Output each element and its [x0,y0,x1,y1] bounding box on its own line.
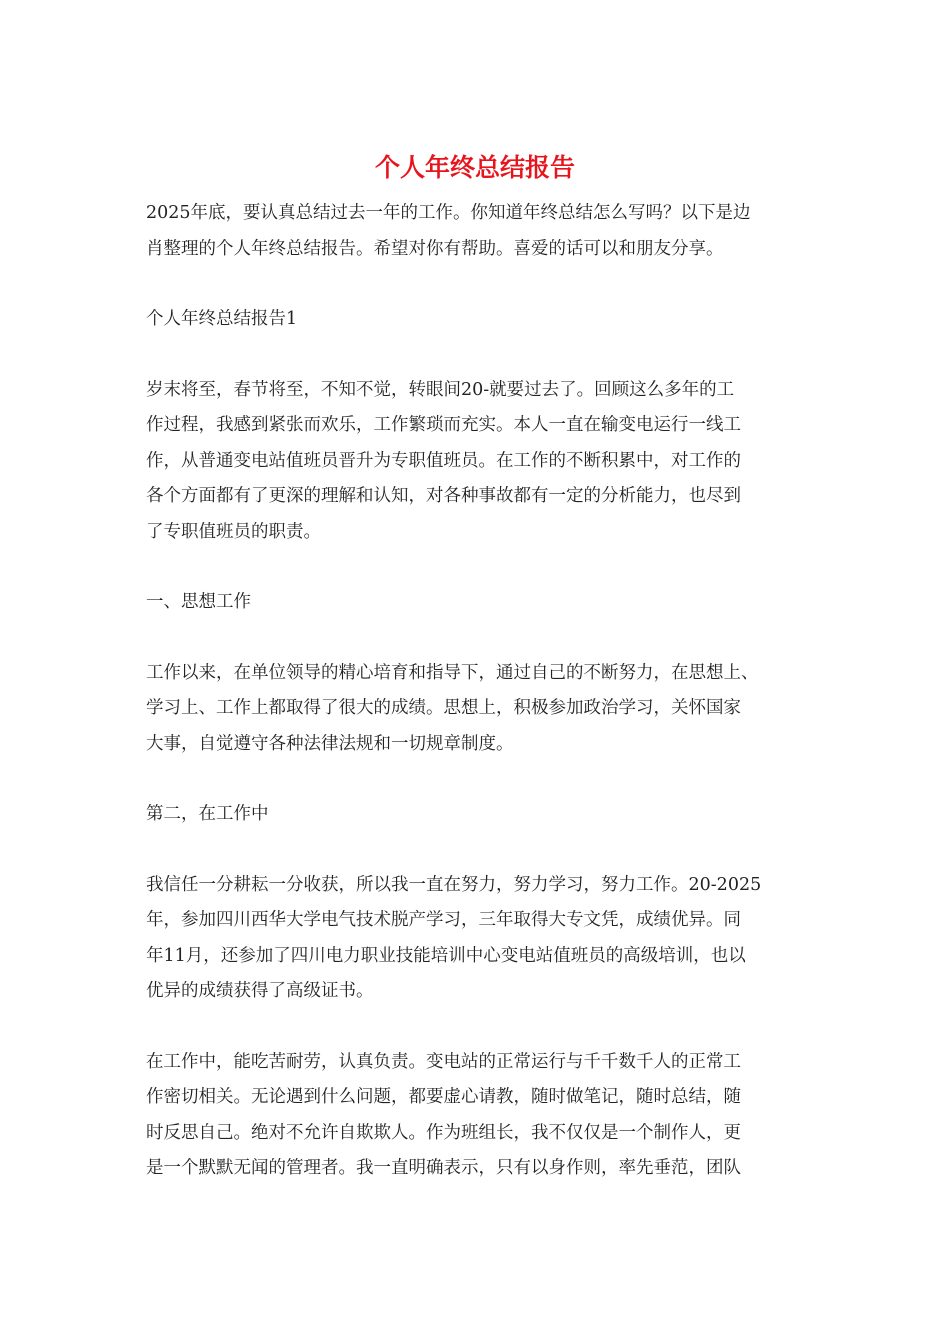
text-line: 大事，自觉遵守各种法律法规和一切规章制度。 [146,733,514,754]
text-line: 2025年底，要认真总结过去一年的工作。你知道年终总结怎么写吗？以下是边 [146,203,751,223]
paragraph-3 [146,868,812,1010]
paragraph-4 [146,1045,812,1187]
text-line: 工作以来，在单位领导的精心培育和指导下，通过自己的不断努力，在思想上、 [146,662,759,683]
section-title: 个人年终总结报告1 [146,309,298,329]
text-line: 作过程，我感到紧张而欢乐，工作繁琐而充实。本人一直在输变电运行一线工 [146,415,741,435]
heading-in-work: 第二，在工作中 [146,804,269,824]
text-line: 时反思自己。绝对不允许自欺欺人。作为班组长，我不仅仅是一个制作人，更 [146,1122,741,1143]
text-line: 优异的成绩获得了高级证书。 [146,981,374,1001]
text-line: 肖整理的个人年终总结报告。希望对你有帮助。喜爱的话可以和朋友分享。 [146,238,724,259]
heading-thought-work: 一、思想工作 [146,592,251,612]
text-line: 作密切相关。无论遇到什么问题，都要虚心请教，随时做笔记，随时总结，随 [146,1087,741,1107]
paragraph-2 [146,656,812,763]
text-line: 年11月，还参加了四川电力职业技能培训中心变电站值班员的高级培训，也以 [146,945,746,966]
document-body [146,196,812,1222]
text-line: 岁末将至，春节将至，不知不觉，转眼间20-就要过去了。回顾这么多年的工 [146,379,735,400]
text-line: 年，参加四川西华大学电气技术脱产学习，三年取得大专文凭，成绩优异。同 [146,910,741,930]
document-title: 个人年终总结报告 [374,153,575,182]
text-line: 了专职值班员的职责。 [146,521,321,542]
paragraph-1 [146,373,812,551]
text-line: 在工作中，能吃苦耐劳，认真负责。变电站的正常运行与千千数千人的正常工 [146,1051,741,1072]
text-line: 学习上、工作上都取得了很大的成绩。思想上，积极参加政治学习，关怀国家 [146,698,741,718]
intro-paragraph [146,196,812,267]
text-line: 我信任一分耕耘一分收获，所以我一直在努力，努力学习，努力工作。20-2025 [146,874,762,895]
text-line: 是一个默默无闻的管理者。我一直明确表示，只有以身作则，率先垂范，团队 [146,1158,741,1178]
text-line: 作，从普通变电站值班员晋升为专职值班员。在工作的不断积累中，对工作的 [146,450,741,471]
text-line: 各个方面都有了更深的理解和认知，对各种事故都有一定的分析能力，也尽到 [146,486,741,506]
